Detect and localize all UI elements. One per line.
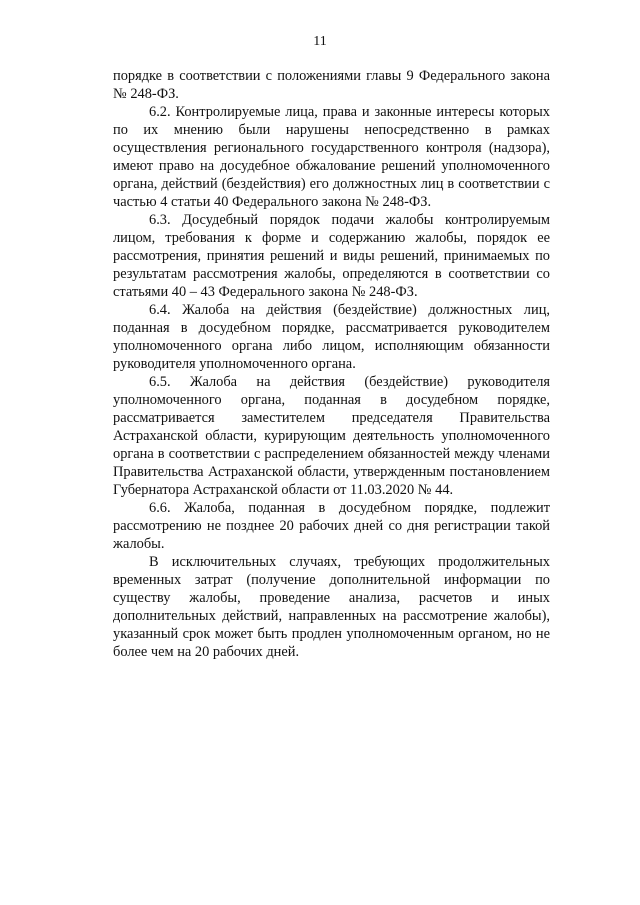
page-number: 11 <box>313 34 327 49</box>
paragraph-6-4: 6.4. Жалоба на действия (бездействие) должностных лиц, поданная в досудебном порядке, рассматривается руководителем уполномоченного органа либо лицом, исполняющим обязанности руководителя уполномоченного органа. <box>113 302 550 372</box>
paragraph-6-3: 6.3. Досудебный порядок подачи жалобы контролируемым лицом, требования к форме и содержанию жалобы, порядок ее рассмотрения, принятия решений и виды решений, принимаемых по результатам рассмотрения жалобы, определяются в соответствии со статьями 40 – 43 Федерального закона № 248-ФЗ. <box>113 212 550 300</box>
paragraph-6-6: 6.6. Жалоба, поданная в досудебном порядке, подлежит рассмотрению не позднее 20 рабочих дней со дня регистрации такой жалобы. <box>113 500 550 552</box>
paragraph-6-2: 6.2. Контролируемые лица, права и законные интересы которых по их мнению были нарушены непосредственно в рамках осуществления регионального государственного контроля (надзора), имеют право на досудебное обжалование решений уполномоченного органа, действий (бездействия) его должностных лиц в соответствии с частью 4 статьи 40 Федерального закона № 248-ФЗ. <box>113 104 550 210</box>
paragraph-exceptional-cases: В исключительных случаях, требующих продолжительных временных затрат (получение дополнительной информации по существу жалобы, проведение анализа, расчетов и иных дополнительных действий, направленных на рассмотрение жалобы), указанный срок может быть продлен уполномоченным органом, но не более чем на 20 рабочих дней. <box>113 554 550 660</box>
document-body <box>113 67 550 661</box>
paragraph-6-5: 6.5. Жалоба на действия (бездействие) руководителя уполномоченного органа, поданная в досудебном порядке, рассматривается заместителем председателя Правительства Астраханской области, курирующим деятельность уполномоченного органа в соответствии с распределением обязанностей между членами Правительства Астраханской области, утвержденным постановлением Губернатора Астраханской области от 11.03.2020 № 44. <box>113 374 550 498</box>
paragraph-continuation: порядке в соответствии с положениями главы 9 Федерального закона № 248-ФЗ. <box>113 68 550 102</box>
